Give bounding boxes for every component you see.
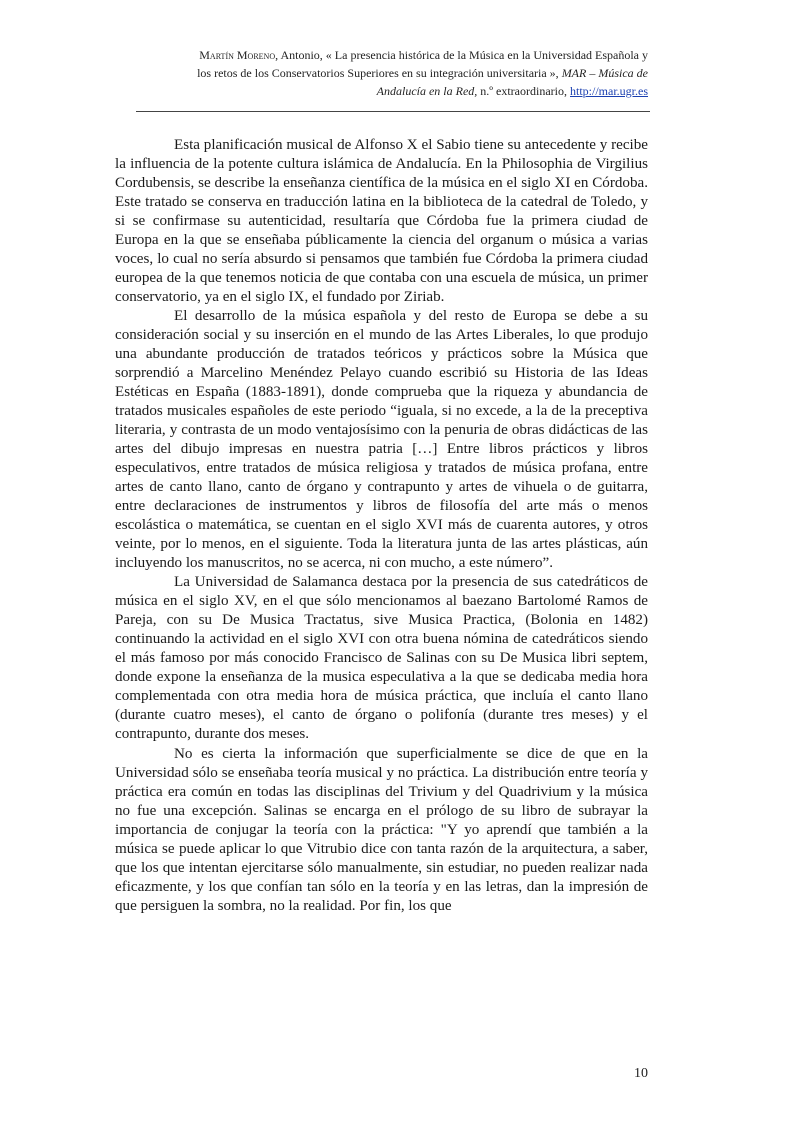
author-rest: , Antonio, « La presencia histórica de la Música en la Universidad Española y — [275, 48, 648, 62]
running-header — [120, 46, 648, 100]
header-divider — [136, 111, 650, 112]
paragraph: La Universidad de Salamanca destaca por la presencia de sus catedráticos de música en el siglo XV, en el que sólo mencionamos al baezano Bartolomé Ramos de Pareja, con su De Musica Tractatus, sive Musica Practica, (Bolonia en 1482) continuando la actividad en el siglo XVI con otra buena nómina de catedráticos siendo el más famoso por más conocido Francisco de Salinas con su De Musica libri septem, donde expone la enseñanza de la musica especulativa a la que se dedicaba media hora complementada con otra media hora de música práctica, que incluía el canto llano (durante cuatro meses), el canto de órgano o polifonía (durante tres meses) y el contrapunto, durante dos meses. — [115, 574, 648, 743]
issue-label: n.º extraordinario, — [477, 84, 570, 98]
paragraph: No es cierta la información que superficialmente se dice de que en la Universidad sólo se enseñaba teoría musical y no práctica. La distribución entre teoría y práctica era común en todas las disciplinas del Trivium y del Quadrivium y la música no fue una excepción. Salinas se encarga en el prólogo de su libro de subrayar la importancia de conjugar la teoría con la práctica: "Y yo aprendí que también a la música se puede aplicar lo que Vitrubio dice con tanta razón de la arquitectura, a saber, que los que intentan ejercitarse sólo manualmente, sin estudiar, no pueden realizar nada eficazmente, y los que confían tan sólo en la teoría y en las letras, dan la impresión de que persiguen la sombra, no la realidad. Por fin, los que — [115, 745, 648, 914]
header-line-3 — [120, 82, 648, 100]
page-number: 10 — [634, 1066, 648, 1081]
paragraph: El desarrollo de la música española y del resto de Europa se debe a su consideración social y su inserción en el mundo de las Artes Liberales, lo que produjo una abundante producción de tratados teóricos y prácticos sobre la Música que sorprendió a Marcelino Menéndez Pelayo cuando escribió su Historia de las Ideas Estéticas en España (1883-1891), donde comprueba que la riqueza y abundancia de tratados musicales españoles de este periodo “iguala, si no excede, a la de la preceptiva literaria, y contrasta de un modo ventajosísimo con la penuria de obras didácticas de las artes del dibujo impresas en nuestra patria […] Entre libros prácticos y libros especulativos, entre tratados de música religiosa y tratados de música profana, entre artes de canto llano, canto de órgano y contrapunto y artes de vihuela o de guitarra, entre declaraciones de instrumentos y libros de filosofía del arte más o menos escolástica o matemática, se cuentan en el siglo XVI más de cuarenta autores, y otros veinte, por lo menos, en el siguiente. Toda la literatura junta de las artes plásticas, aún incluyendo los manuscritos, no se acerca, ni con mucho, a este número”. — [115, 308, 648, 572]
author-surname: Martín Moreno — [199, 48, 276, 62]
journal-url-link[interactable]: http://mar.ugr.es — [570, 84, 648, 98]
journal-title-cont: Andalucía en la Red, — [376, 84, 478, 98]
main-body — [115, 136, 648, 916]
header-line-1 — [120, 46, 648, 64]
journal-title: MAR – Música de — [561, 66, 648, 80]
article-title-cont: los retos de los Conservatorios Superiores en su integración universitaria », — [197, 66, 562, 80]
header-line-2 — [120, 64, 648, 82]
paragraph: Esta planificación musical de Alfonso X el Sabio tiene su antecedente y recibe la influencia de la potente cultura islámica de Andalucía. En la Philosophia de Virgilius Cordubensis, se describe la enseñanza científica de la música en el siglo XI en Córdoba. Este tratado se conserva en traducción latina en la biblioteca de la catedral de Toledo, y si se confirmase su autenticidad, resultaría que Córdoba fue la primera ciudad de Europa en la que se enseñaba públicamente la ciencia del organum o música a varias voces, lo cual no sería absurdo si pensamos que también fue Córdoba la primera ciudad europea de la que tenemos noticia de que contaba con una escuela de música, un primer conservatorio, ya en el siglo IX, el fundado por Ziriab. — [115, 137, 648, 306]
